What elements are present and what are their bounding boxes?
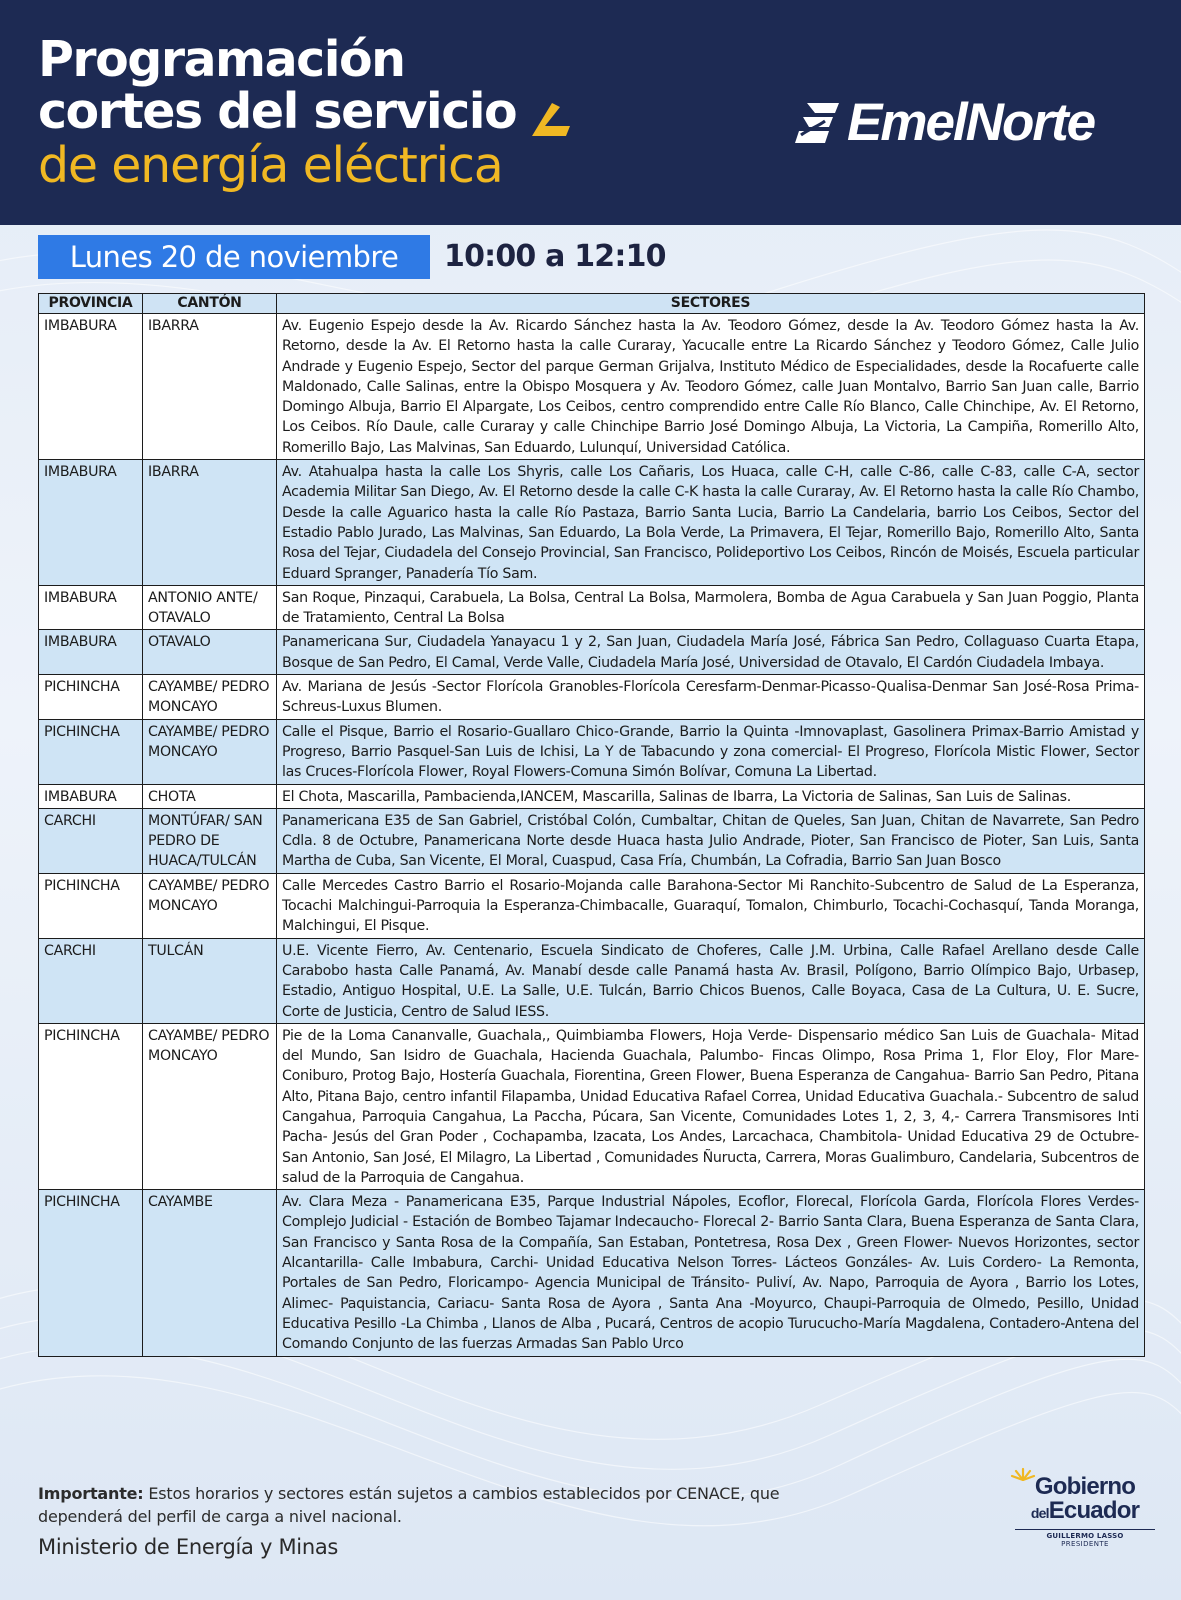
cell-canton: IBARRA	[143, 314, 277, 460]
cell-provincia: IMBABURA	[39, 460, 143, 586]
title-line-2: cortes del servicio	[38, 83, 517, 140]
table-row	[39, 873, 1145, 938]
cell-provincia: IMBABURA	[39, 585, 143, 630]
cell-sectores: Panamericana Sur, Ciudadela Yanayacu 1 y 2, San Juan, Ciudadela María José, Fábrica San Pedro, Collaguaso Cuarta Etapa, Bosque de San Pedro, El Camal, Verde Valle, Ciudadela María José, Universidad de Otavalo, El Cardón Ciudadela Imbaya.	[277, 630, 1145, 675]
gov-president-title: PRESIDENTE	[1061, 1540, 1109, 1548]
cell-canton: CAYAMBE/ PEDRO MONCAYO	[143, 719, 277, 784]
cell-sectores: Pie de la Loma Cananvalle, Guachala,, Quimbiamba Flowers, Hoja Verde- Dispensario médico San Luis de Guachala- Mitad del Mundo, San Isidro de Guachala, Hacienda Guachala, Palumbo- Fincas Olimpo, Rosa Prima 1, Flor Eloy, Flor Mare- Coniburo, Protog Bajo, Hostería Guachala, Fiorentina, Green Flower, Buena Esperanza de Cangahua- Barrio San Pedro, Pitana Alto, Pitana Bajo, centro infantil Filapamba, Unidad Educativa Rafael Correa, Unidad Educativa Guachala.- Subcentro de salud Cangahua, Parroquia Cangahua, La Paccha, Púcara, San Vicente, Comunidades Lotes 1, 2, 3, 4,- Carrera Transmisores Inti Pacha- Jesús del Gran Poder , Cochapamba, Izacata, Los Andes, Larcachaca, Chambitola- Unidad Educativa 29 de Octubre- San Antonio, San José, El Milagro, La Libertad , Comunidades Ñuructa, Carrera, Moras Gualimburo, Candelaria, Subcentros de salud de la Parroquia de Cangahua.	[277, 1023, 1145, 1189]
table-row	[39, 1190, 1145, 1356]
cell-provincia: PICHINCHA	[39, 1190, 143, 1356]
header-banner	[0, 0, 1181, 225]
cell-sectores: U.E. Vicente Fierro, Av. Centenario, Escuela Sindicato de Choferes, Calle J.M. Urbina, Calle Rafael Arellano desde Calle Carabobo hasta Calle Panamá, Av. Manabí desde calle Panamá hasta Av. Brasil, Polígono, Barrio Olímpico Bajo, Urbasep, Estadio, Antiguo Hospital, U.E. La Salle, U.E. Tulcán, Barrio Chicos Buenos, Calle Boyaca, Casa de La Cultura, U. E. Sucre, Corte de Justicia, Centro de Salud IESS.	[277, 938, 1145, 1023]
table-header-row	[39, 294, 1145, 314]
important-note	[38, 1482, 798, 1528]
gov-president-name: GUILLERMO LASSO	[1015, 1529, 1155, 1540]
cell-sectores: San Roque, Pinzaqui, Carabuela, La Bolsa, Central La Bolsa, Marmolera, Bomba de Agua Carabuela y San Juan Poggio, Planta de Tratamiento, Central La Bolsa	[277, 585, 1145, 630]
date-label: Lunes 20 de noviembre	[38, 235, 430, 279]
header-sectores: SECTORES	[277, 294, 1145, 314]
important-label: Importante:	[38, 1484, 144, 1503]
cell-canton: TULCÁN	[143, 938, 277, 1023]
table-row	[39, 314, 1145, 460]
cell-canton: CAYAMBE/ PEDRO MONCAYO	[143, 1023, 277, 1189]
cell-provincia: IMBABURA	[39, 630, 143, 675]
table-row	[39, 938, 1145, 1023]
cell-sectores: Av. Atahualpa hasta la calle Los Shyris, calle Los Cañaris, Los Huaca, calle C-H, calle C-86, calle C-83, calle C-A, sector Academia Militar San Diego, Av. El Retorno desde la calle C-K hasta la calle Curaray, Av. El Retorno hasta la calle Río Chambo, Desde la calle Aguarico hasta la calle Río Pastaza, Barrio Santa Lucia, Barrio La Candelaria, barrio Los Ceibos, Sector del Estadio Pablo Jurado, Las Malvinas, San Eduardo, La Bola Verde, La Primavera, El Tejar, Romerillo Bajo, Romerillo Alto, Santa Rosa del Tejar, Ciudadela del Consejo Provincial, San Francisco, Polideportivo Los Ceibos, Rincón de Moisés, Escuela particular Eduard Spranger, Panadería Tío Sam.	[277, 460, 1145, 586]
time-range: 10:00 a 12:10	[444, 239, 666, 274]
header-canton: CANTÓN	[143, 294, 277, 314]
brand-name: EmelNorte	[847, 93, 1095, 152]
bolt-accent-icon	[530, 100, 574, 140]
cell-sectores: Calle Mercedes Castro Barrio el Rosario-Mojanda calle Barahona-Sector Mi Ranchito-Subcentro de Salud de La Esperanza, Tocachi Malchingui-Parroquia la Esperanza-Chimbacalle, Guaraquí, Tomalon, Chimburlo, Tocachi-Cochasquí, Tanda Moranga, Malchingui, El Pisque.	[277, 873, 1145, 938]
table-row	[39, 630, 1145, 675]
cell-sectores: Calle el Pisque, Barrio el Rosario-Guallaro Chico-Grande, Barrio la Quinta -Imnovaplast, Gasolinera Primax-Barrio Amistad y Progreso, Barrio Pasquel-San Luis de Ichisi, La Y de Tabacundo y zona comercial- El Progreso, Florícola Mistic Flower, Sector las Cruces-Florícola Flower, Royal Flowers-Comuna Simón Bolívar, Comuna La Libertad.	[277, 719, 1145, 784]
cell-provincia: PICHINCHA	[39, 675, 143, 720]
cell-canton: CAYAMBE/ PEDRO MONCAYO	[143, 675, 277, 720]
important-text: Estos horarios y sectores están sujetos a cambios establecidos por CENACE, que dependerá del perfil de carga a nivel nacional.	[38, 1484, 780, 1526]
title-line-1: Programación	[38, 31, 405, 88]
cell-provincia: PICHINCHA	[39, 873, 143, 938]
cell-provincia: CARCHI	[39, 808, 143, 873]
cell-provincia: PICHINCHA	[39, 719, 143, 784]
cell-sectores: Panamericana E35 de San Gabriel, Cristóbal Colón, Cumbaltar, Chitan de Queles, San Juan, Chitan de Navarrete, San Pedro Cdla. 8 de Octubre, Panamericana Norte desde Huaca hasta Julio Andrade, Pioter, San Francisco de Pioter, San Luis, Santa Martha de Cuba, San Vicente, El Moral, Cuaspud, Casa Fría, Chumbán, La Cofradia, Barrio San Juan Bosco	[277, 808, 1145, 873]
table-row	[39, 1023, 1145, 1189]
gobierno-ecuador-logo	[1015, 1475, 1155, 1548]
ministry-name: Ministerio de Energía y Minas	[38, 1535, 339, 1559]
emelnorte-logo	[795, 92, 1094, 153]
emelnorte-logo-icon	[795, 101, 841, 145]
outage-schedule-table	[38, 293, 1145, 1357]
table-row	[39, 719, 1145, 784]
table-row	[39, 585, 1145, 630]
gov-del: del	[1030, 1505, 1049, 1521]
cell-sectores: Av. Mariana de Jesús -Sector Florícola Granobles-Florícola Ceresfarm-Denmar-Picasso-Qualisa-Denmar San José-Rosa Prima-Schreus-Luxus Blumen.	[277, 675, 1145, 720]
cell-canton: CAYAMBE/ PEDRO MONCAYO	[143, 873, 277, 938]
gov-ecuador: Ecuador	[1048, 1497, 1140, 1524]
header-provincia: PROVINCIA	[39, 294, 143, 314]
cell-sectores: El Chota, Mascarilla, Pambacienda,IANCEM, Mascarilla, Salinas de Ibarra, La Victoria de Salinas, San Luis de Salinas.	[277, 784, 1145, 808]
cell-sectores: Av. Clara Meza - Panamericana E35, Parque Industrial Nápoles, Ecoflor, Florecal, Florícola Garda, Florícola Flores Verdes- Complejo Judicial - Estación de Bombeo Tajamar Indecaucho- Florecal 2- Barrio Santa Clara, Buena Esperanza de Santa Clara, San Francisco y Santa Rosa de la Compañía, San Estaban, Pontetresa, Rosa Dex , Green Flower- Nuevos Horizontes, sector Alcantarilla- Calle Imbabura, Carchi- Unidad Educativa Nelson Torres- Lácteos Gonzáles- Av. Luis Cordero- La Remonta, Portales de San Pedro, Floricampo- Agencia Municipal de Tránsito- Puliví, Av. Napo, Parroquia de Ayora , Barrio los Lotes, Alimec- Paquistancia, Cariacu- Santa Rosa de Ayora , Santa Ana -Moyurco, Chaupi-Parroquia de Olmedo, Pesillo, Unidad Educativa Pesillo -La Chimba , Llanos de Alba , Pucará, Centros de acopio Turucucho-María Magdalena, Contadero-Antena del Comando Conjunto de las fuerzas Armadas San Pablo Urco	[277, 1190, 1145, 1356]
cell-sectores: Av. Eugenio Espejo desde la Av. Ricardo Sánchez hasta la Av. Teodoro Gómez, desde la Av. Teodoro Gómez hasta la Av. Retorno, desde la Av. El Retorno hasta la calle Curaray, Yacucalle entre La Ricardo Sánchez y Teodoro Gómez, Calle Julio Andrade y Eugenio Espejo, Sector del parque German Grijalva, Instituto Médico de Especialidades, desde la Rocafuerte calle Maldonado, Calle Salinas, entre la Obispo Mosquera y Av. Teodoro Gómez, calle Juan Montalvo, Barrio San Juan calle, Barrio Domingo Albuja, Barrio El Alpargate, Los Ceibos, centro comprendido entre Calle Río Blanco, Calle Chinchipe, Av. El Retorno, Los Ceibos. Río Daule, calle Curaray y calle Chinchipe Barrio José Domingo Albuja, La Victoria, La Campiña, Romerillo Alto, Romerillo Bajo, Las Malvinas, San Eduardo, Lulunquí, Universidad Católica.	[277, 314, 1145, 460]
gov-line-1: Gobierno	[1034, 1473, 1136, 1500]
cell-canton: CAYAMBE	[143, 1190, 277, 1356]
cell-canton: IBARRA	[143, 460, 277, 586]
cell-provincia: IMBABURA	[39, 314, 143, 460]
cell-canton: MONTÚFAR/ SAN PEDRO DE HUACA/TULCÁN	[143, 808, 277, 873]
gov-line-2	[1015, 1499, 1155, 1525]
table-row	[39, 808, 1145, 873]
table-row	[39, 784, 1145, 808]
table-row	[39, 675, 1145, 720]
cell-provincia: CARCHI	[39, 938, 143, 1023]
cell-canton: OTAVALO	[143, 630, 277, 675]
table-row	[39, 460, 1145, 586]
cell-canton: CHOTA	[143, 784, 277, 808]
cell-canton: ANTONIO ANTE/ OTAVALO	[143, 585, 277, 630]
page-title	[38, 31, 517, 194]
cell-provincia: IMBABURA	[39, 784, 143, 808]
title-line-3: de energía eléctrica	[38, 137, 503, 194]
cell-provincia: PICHINCHA	[39, 1023, 143, 1189]
